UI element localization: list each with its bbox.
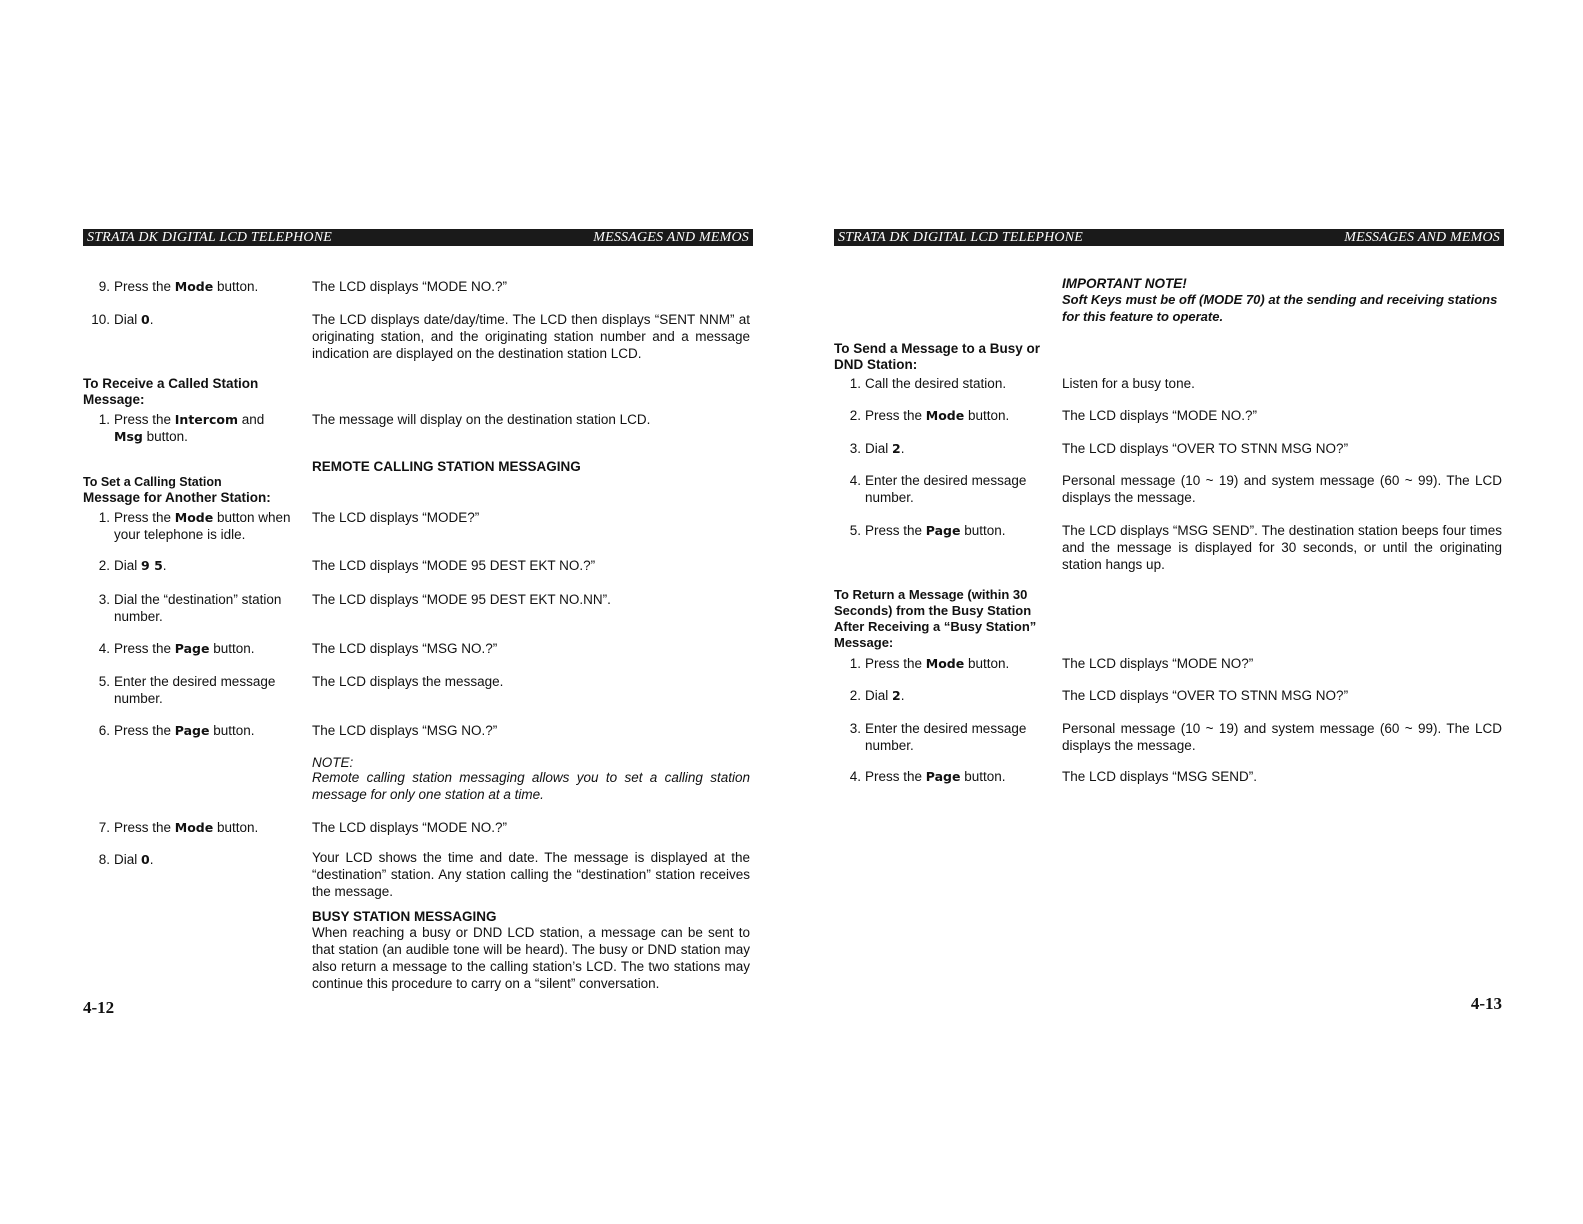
step-9: 9. Press the Mode button. [98,279,259,294]
important-note-label: IMPORTANT NOTE! [1062,276,1187,291]
return-step-3-result: Personal message (10 ~ 19) and system message (60 ~ 99). The LCD displays the message. [1062,721,1502,753]
return-step-3: 3. Enter the desired message number. [849,721,1027,753]
set-step-2-result: The LCD displays “MODE 95 DEST EKT NO.?” [312,558,596,573]
send-busy-heading: To Send a Message to a Busy or DND Station: [834,341,1041,372]
page-header [834,229,1504,246]
step-10-result: The LCD displays date/day/time. The LCD then displays “SENT NNM” at originating station, and the originating station number and a message indication are displayed on the destination station LCD. [312,312,750,361]
send-step-5: 5. Press the Page button. [849,523,1006,538]
zero-key-label: 0 [141,312,150,327]
set-step-6-result: The LCD displays “MSG NO.?” [312,723,498,738]
return-step-2: 2. Dial 2. [849,688,905,703]
set-step-5-result: The LCD displays the message. [312,674,504,689]
set-step-3: 3. Dial the “destination” station number. [98,592,282,624]
return-step-2-result: The LCD displays “OVER TO STNN MSG NO?” [1062,688,1349,703]
busy-messaging-heading: BUSY STATION MESSAGING [312,909,497,924]
send-step-3: 3. Dial 2. [849,441,905,456]
send-step-3-result: The LCD displays “OVER TO STNN MSG NO?” [1062,441,1349,456]
header-title: STRATA DK DIGITAL LCD TELEPHONE [838,230,1084,245]
send-step-5-result: The LCD displays “MSG SEND”. The destination station beeps four times and the message is displayed for 30 seconds, or until the originating station hangs up. [1062,523,1502,572]
set-step-6: 6. Press the Page button. [98,723,255,738]
step-10: 10. Dial 0. [91,312,154,327]
receive-step-1-result: The message will display on the destination station LCD. [312,412,651,427]
set-step-4: 4. Press the Page button. [98,641,255,656]
set-step-4-result: The LCD displays “MSG NO.?” [312,641,498,656]
return-message-heading: To Return a Message (within 30 Seconds) from the Busy Station After Receiving a “Busy Station” Message: [834,587,1037,650]
step-9-result: The LCD displays “MODE NO.?” [312,279,508,294]
set-step-2: 2. Dial 9 5. [98,558,167,573]
send-step-1-result: Listen for a busy tone. [1062,376,1195,391]
receive-heading: To Receive a Called Station Message: [83,376,259,407]
set-step-1: 1. Press the Mode button when your telephone is idle. [98,510,291,542]
set-step-8: 8. Dial 0. [98,852,154,867]
send-step-1: 1. Call the desired station. [849,376,1007,391]
note-label: NOTE: [312,755,354,770]
set-step-7: 7. Press the Mode button. [98,820,259,835]
header-title: STRATA DK DIGITAL LCD TELEPHONE [87,230,333,245]
header-section: MESSAGES AND MEMOS [593,230,749,245]
intercom-key-label: Intercom [174,412,238,427]
page-number: 4-12 [83,998,115,1017]
send-step-2-result: The LCD displays “MODE NO.?” [1062,408,1258,423]
send-step-4: 4. Enter the desired message number. [849,473,1027,505]
return-step-4-result: The LCD displays “MSG SEND”. [1062,769,1258,784]
right-page [834,229,1504,1013]
left-page [83,229,753,1017]
receive-step-1: 1. Press the Intercom and Msg button. [98,412,265,444]
busy-messaging-text: When reaching a busy or DND LCD station, a message can be sent to that station (an audible tone will be heard). The busy or DND station may also return a message to the calling station’s LCD. The two stations may continue this procedure to carry on a “silent” conversation. [312,925,750,991]
mode-key-label: Mode [174,279,214,294]
set-step-8-result: Your LCD shows the time and date. The message is displayed at the “destination” station. Any station calling the “destination” station receives the message. [312,850,750,899]
set-station-heading-line1: To Set a Calling Station [83,475,222,489]
return-step-4: 4. Press the Page button. [849,769,1006,784]
important-note-text: Soft Keys must be off (MODE 70) at the sending and receiving stations for this feature to operate. [1062,292,1498,324]
set-step-7-result: The LCD displays “MODE NO.?” [312,820,508,835]
note-text: Remote calling station messaging allows you to set a calling station message for only one station at a time. [312,770,750,802]
return-step-1-result: The LCD displays “MODE NO?” [1062,656,1254,671]
set-station-heading-line2: Message for Another Station: [83,490,271,505]
set-step-1-result: The LCD displays “MODE?” [312,510,480,525]
return-step-1: 1. Press the Mode button. [849,656,1010,671]
send-step-2: 2. Press the Mode button. [849,408,1010,423]
page-number: 4-13 [1470,994,1502,1013]
page-header [83,229,753,246]
send-step-4-result: Personal message (10 ~ 19) and system message (60 ~ 99). The LCD displays the message. [1062,473,1502,505]
set-step-5: 5. Enter the desired message number. [98,674,276,706]
set-step-3-result: The LCD displays “MODE 95 DEST EKT NO.NN”. [312,592,611,607]
header-section: MESSAGES AND MEMOS [1344,230,1500,245]
remote-messaging-heading: REMOTE CALLING STATION MESSAGING [312,459,581,474]
msg-key-label: Msg [114,429,143,444]
